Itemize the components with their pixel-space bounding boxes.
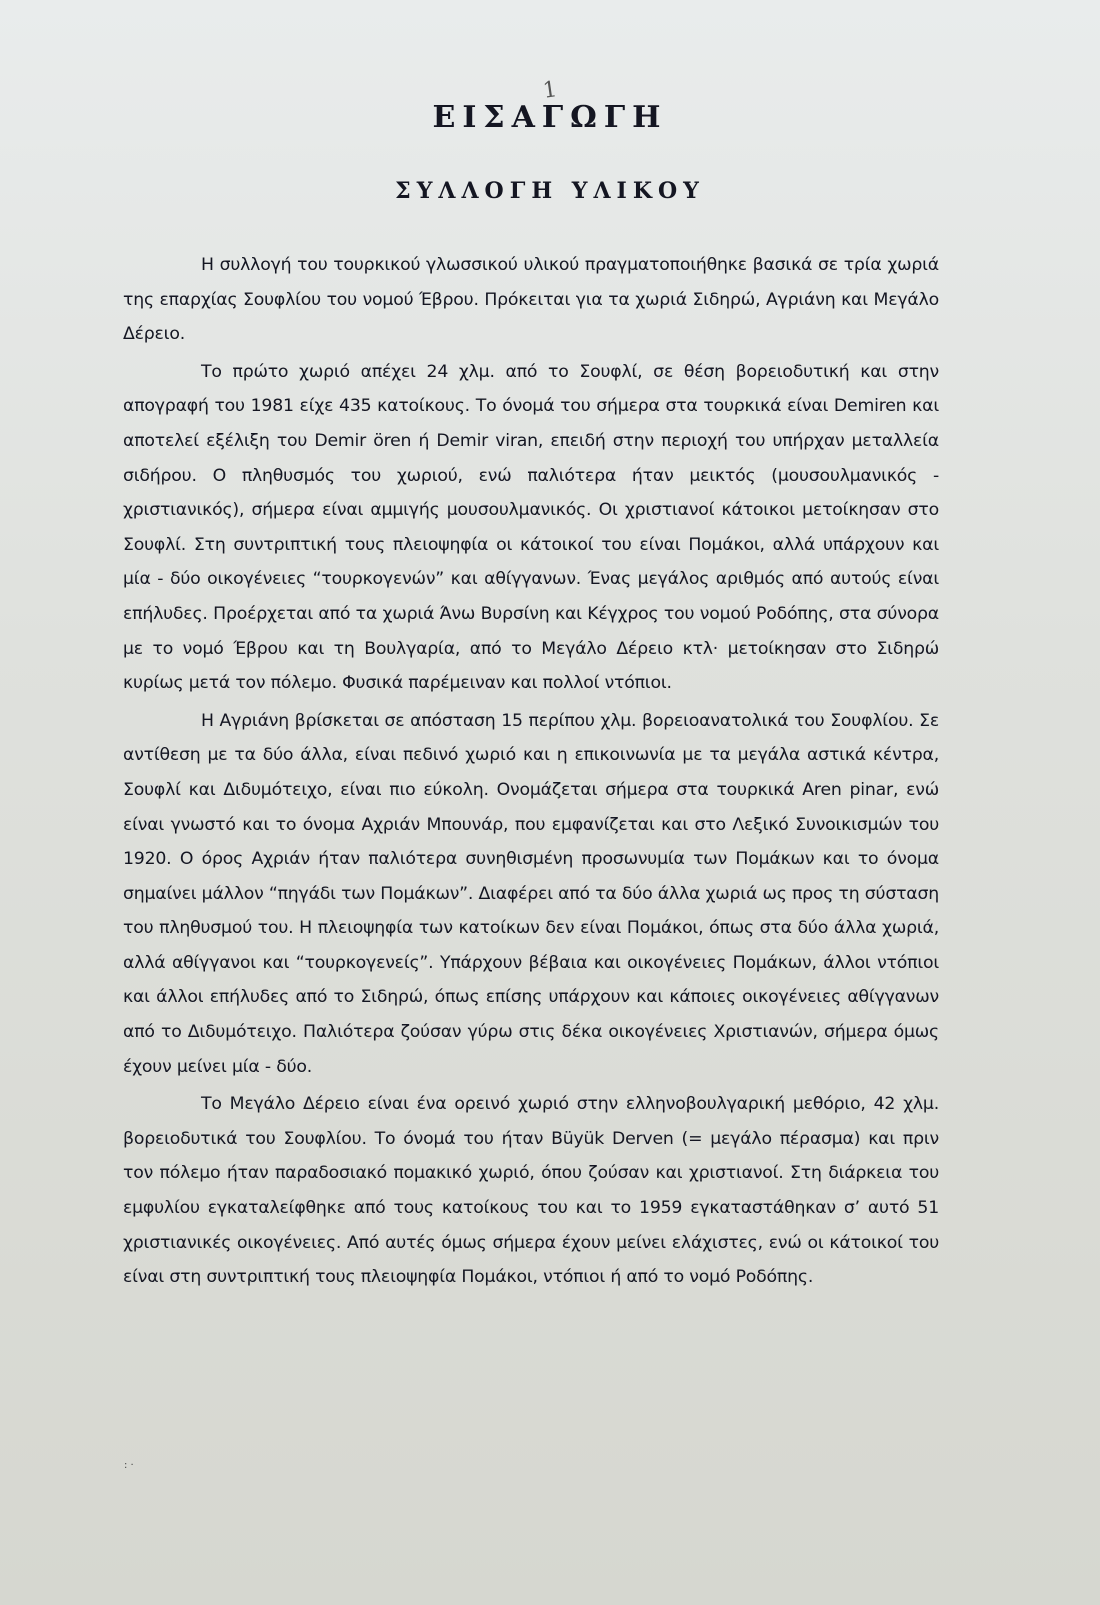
page-number: 1 [541, 77, 559, 104]
paragraph: Το πρώτο χωριό απέχει 24 χλμ. από το Σουφλί, σε θέση βορειοδυτική και στην απογραφή του 1981 είχε 435 κατοίκους. Το όνομά του σήμερα στα τουρκικά είναι Demiren και αποτελεί εξέλιξη του Demir ören ή Demir viran, επειδή στην περιοχή του υπήρχαν μεταλλεία σιδήρου. Ο πληθυσμός του χωριού, ενώ παλιότερα ήταν μεικτός (μουσουλμανικός - χριστιανικός), σήμερα είναι αμμιγής μουσουλμανικός. Οι χριστιανοί κάτοικοι μετοίκησαν στο Σουφλί. Στη συντριπτική τους πλειοψηφία οι κάτοικοί του είναι Πομάκοι, αλλά υπάρχουν και μία - δύο οικογένειες “τουρκογενών” και αθίγγανων. Ένας μεγάλος αριθμός από αυτούς είναι επήλυδες. Προέρχεται από τα χωριά Άνω Βυρσίνη και Κέγχρος του νομού Ροδόπης, στα σύνορα με το νομό Έβρου και τη Βουλγαρία, από το Μεγάλο Δέρειο κτλ· μετοίκησαν στο Σιδηρώ κυρίως μετά τον πόλεμο. Φυσικά παρέμειναν και πολλοί ντόπιοι. [123, 361, 939, 694]
chapter-title: ΕΙΣΑΓΩΓΗ [432, 100, 668, 135]
body-text [123, 248, 939, 1298]
paragraph: Η συλλογή του τουρκικού γλωσσικού υλικού πραγματοποιήθηκε βασικά σε τρία χωριά της επαρχίας Σουφλίου του νομού Έβρου. Πρόκειται για τα χωριά Σιδηρώ, Αγριάνη και Μεγάλο Δέρειο. [123, 255, 939, 345]
section-title: ΣΥΛΛΟΓΗ ΥΛΙΚΟΥ [395, 178, 705, 204]
paragraph: Η Αγριάνη βρίσκεται σε απόσταση 15 περίπου χλμ. βορειοανατολικά του Σουφλίου. Σε αντίθεση με τα δύο άλλα, είναι πεδινό χωριό και η επικοινωνία με τα μεγάλα αστικά κέντρα, Σουφλί και Διδυμότειχο, είναι πιο εύκολη. Ονομάζεται σήμερα στα τουρκικά Aren pinar, ενώ είναι γνωστό και το όνομα Αχριάν Μπουνάρ, που εμφανίζεται και στο Λεξικό Συνοικισμών του 1920. Ο όρος Αχριάν ήταν παλιότερα συνηθισμένη προσωνυμία των Πομάκων και το όνομα σημαίνει μάλλον “πηγάδι των Πομάκων”. Διαφέρει από τα δύο άλλα χωριά ως προς τη σύσταση του πληθυσμού του. Η πλειοψηφία των κατοίκων δεν είναι Πομάκοι, όπως στα δύο άλλα χωριά, αλλά αθίγγανοι και “τουρκογενείς”. Υπάρχουν βέβαια και οικογένειες Πομάκων, άλλοι ντόπιοι και άλλοι επήλυδες από το Σιδηρώ, όπως επίσης υπάρχουν και κάποιες οικογένειες αθίγγανων από το Διδυμότειχο. Παλιότερα ζούσαν γύρω στις δέκα οικογένειες Χριστιανών, σήμερα όμως έχουν μείνει μία - δύο. [123, 710, 939, 1077]
paper-specks-decoration: : · [124, 1460, 134, 1471]
paragraph: Το Μεγάλο Δέρειο είναι ένα ορεινό χωριό στην ελληνοβουλγαρική μεθόριο, 42 χλμ. βορειοδυτικά του Σουφλίου. Το όνομά του ήταν Büyük Derven (= μεγάλο πέρασμα) και πριν τον πόλεμο ήταν παραδοσιακό πομακικό χωριό, όπου ζούσαν και χριστιανοί. Στη διάρκεια του εμφυλίου εγκαταλείφθηκε από τους κατοίκους του και το 1959 εγκαταστάθηκαν σ’ αυτό 51 χριστιανικές οικογένειες. Από αυτές όμως σήμερα έχουν μείνει ελάχιστες, ενώ οι κάτοικοί του είναι στη συντριπτική τους πλειοψηφία Πομάκοι, ντόπιοι ή από το νομό Ροδόπης. [123, 1094, 939, 1288]
